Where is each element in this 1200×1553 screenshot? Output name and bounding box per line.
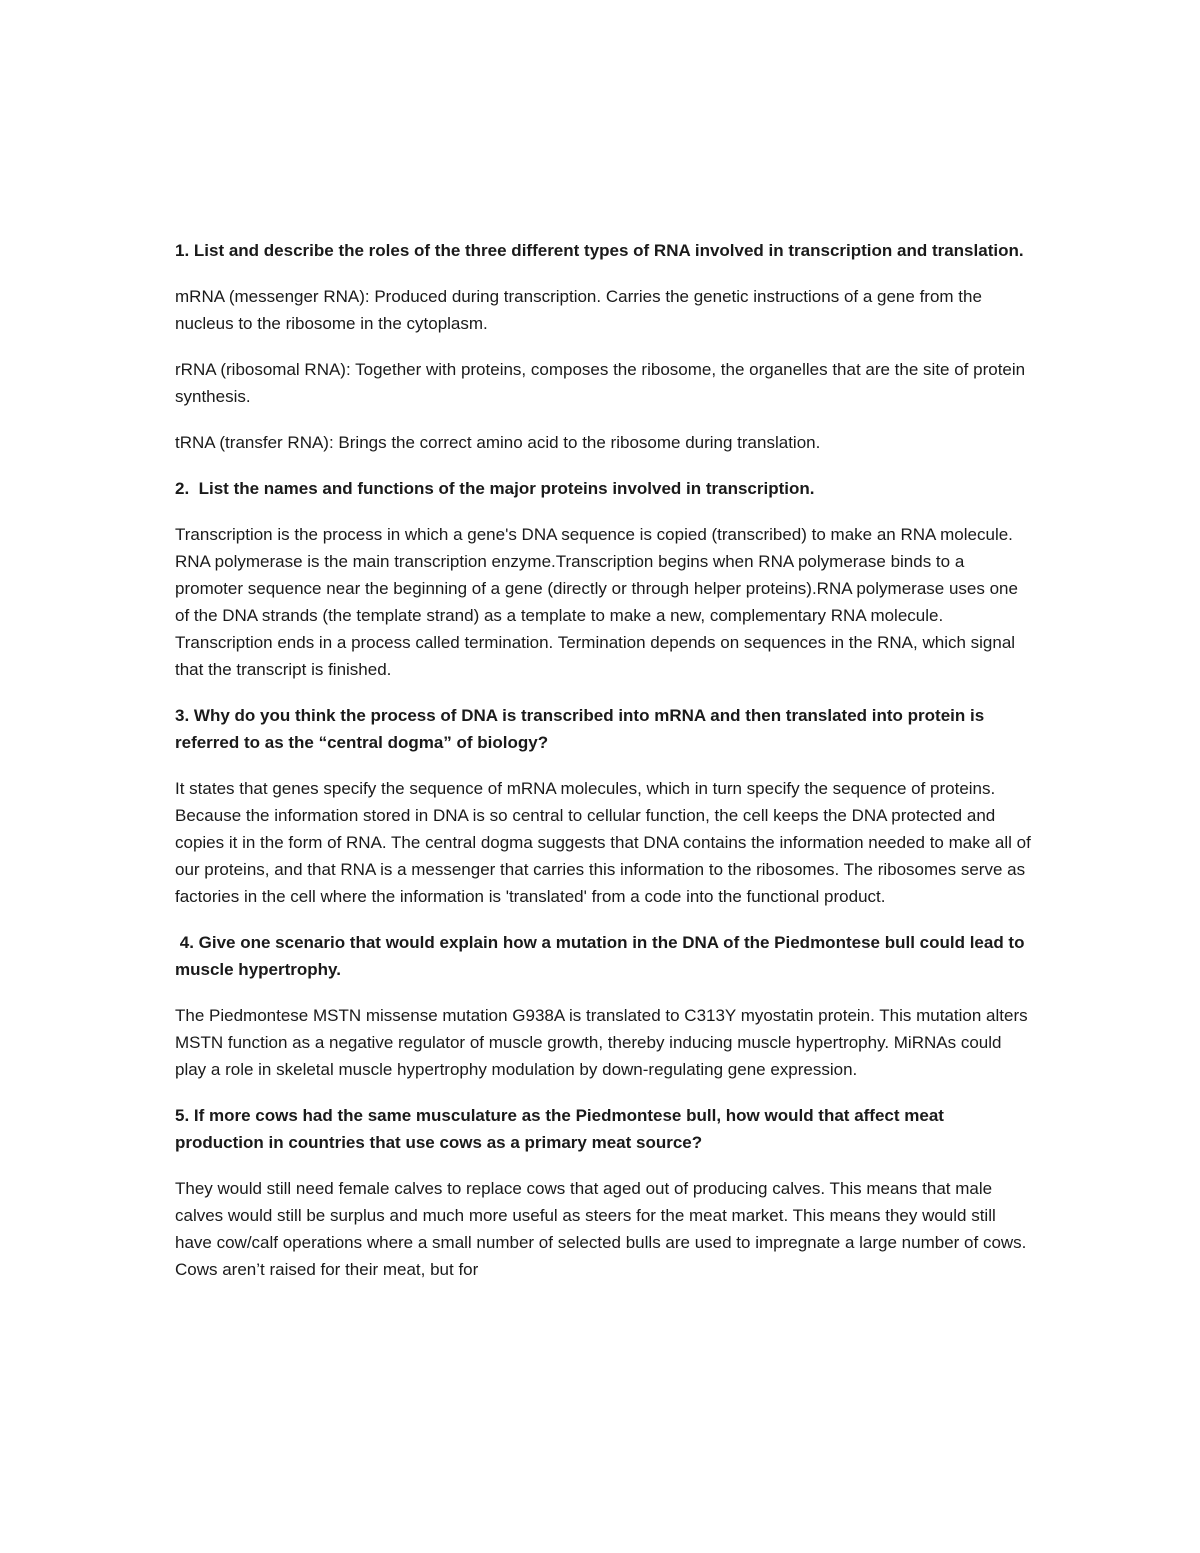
answer-3: It states that genes specify the sequence of mRNA molecules, which in turn specify the sequence of proteins. Because the information stored in DNA is so central to cellular function, the cell keeps the DNA protected and copies it in the form of RNA. The central dogma suggests that DNA contains the information needed to make all of our proteins, and that RNA is a messenger that carries this information to the ribosomes. The ribosomes serve as factories in the cell where the information is 'translated' from a code into the functional product. — [175, 779, 1031, 906]
document-body — [175, 237, 1035, 1302]
question-5: 5. If more cows had the same musculature as the Piedmontese bull, how would that affect meat production in countries that use cows as a primary meat source? — [175, 1106, 949, 1152]
question-3: 3. Why do you think the process of DNA is transcribed into mRNA and then translated into protein is referred to as the “central dogma” of biology? — [175, 706, 989, 752]
question-1: 1. List and describe the roles of the three different types of RNA involved in transcription and translation. — [175, 241, 1024, 260]
answer-2: Transcription is the process in which a gene's DNA sequence is copied (transcribed) to make an RNA molecule. RNA polymerase is the main transcription enzyme.Transcription begins when RNA polymerase binds to a promoter sequence near the beginning of a gene (directly or through helper proteins).RNA polymerase uses one of the DNA strands (the template strand) as a template to make a new, complementary RNA molecule. Transcription ends in a process called termination. Termination depends on sequences in the RNA, which signal that the transcript is finished. — [175, 525, 1018, 679]
answer-1-trna: tRNA (transfer RNA): Brings the correct amino acid to the ribosome during translation. — [175, 433, 821, 452]
answer-4: The Piedmontese MSTN missense mutation G938A is translated to C313Y myostatin protein. This mutation alters MSTN function as a negative regulator of muscle growth, thereby inducing muscle hypertrophy. MiRNAs could play a role in skeletal muscle hypertrophy modulation by down-regulating gene expression. — [175, 1006, 1028, 1079]
answer-5: They would still need female calves to replace cows that aged out of producing calves. This means that male calves would still be surplus and much more useful as steers for the meat market. This means they would still have cow/calf operations where a small number of selected bulls are used to impregnate a large number of cows. Cows aren’t raised for their meat, but for — [175, 1179, 1027, 1279]
question-4: 4. Give one scenario that would explain how a mutation in the DNA of the Piedmontese bull could lead to muscle hypertrophy. — [175, 933, 1030, 979]
question-2: 2. List the names and functions of the major proteins involved in transcription. — [175, 479, 815, 498]
answer-1-mrna: mRNA (messenger RNA): Produced during transcription. Carries the genetic instructions of a gene from the nucleus to the ribosome in the cytoplasm. — [175, 287, 982, 333]
answer-1-rrna: rRNA (ribosomal RNA): Together with proteins, composes the ribosome, the organelles that are the site of protein synthesis. — [175, 360, 1026, 406]
